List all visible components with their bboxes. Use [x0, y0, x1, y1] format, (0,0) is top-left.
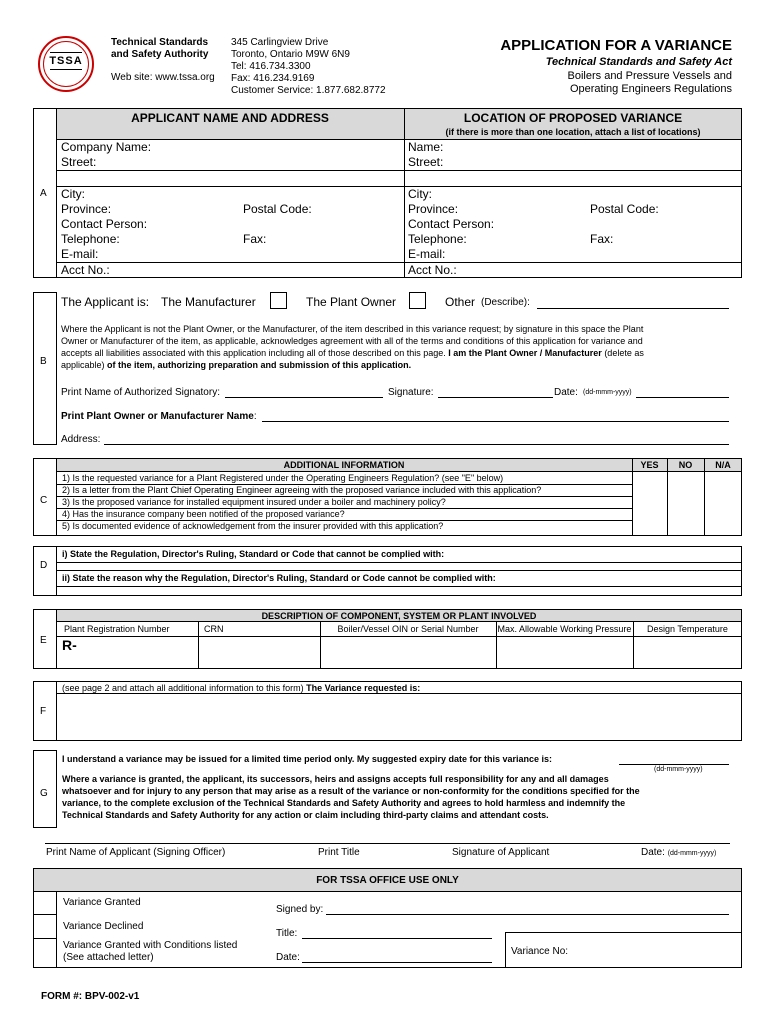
address-label: Address: — [61, 434, 101, 445]
owner-name-line[interactable] — [262, 421, 729, 422]
act-name: Technical Standards and Safety Act — [545, 56, 732, 68]
expiry-date-line[interactable] — [619, 764, 729, 765]
granted-checkbox[interactable] — [34, 892, 56, 914]
question-row-1: 1) Is the requested variance for a Plant Registered under the Operating Engineers Regulation? (see "E" below) — [62, 473, 504, 483]
tssa-logo — [38, 36, 94, 92]
col-crn: CRN — [204, 624, 224, 634]
location-contact-field[interactable]: Contact Person: — [408, 217, 495, 231]
office-use-title: FOR TSSA OFFICE USE ONLY — [316, 875, 459, 886]
question-row-5: 5) Is documented evidence of acknowledgement from the insurer provided with this application? — [62, 521, 444, 531]
location-province-field[interactable]: Province: — [408, 202, 459, 216]
address-line2: Toronto, Ontario M9W 6N9 — [231, 49, 350, 60]
tel: Tel: 416.734.3300 — [231, 61, 311, 72]
liability-line1: Where a variance is granted, the applicant, its successors, heirs and assigns accepts full responsibility for any and all damages — [62, 774, 609, 784]
section-e-label: E — [40, 635, 47, 646]
expiry-statement: I understand a variance may be issued for a limited time period only. My suggested expiry date for this variance is: — [62, 754, 552, 764]
location-subtitle: (if there is more than one location, attach a list of locations) — [445, 127, 701, 137]
para-line2: Owner or Manufacturer of the item, as applicable, acknowledges agreement with all of the terms and conditions of this application for variance and — [61, 336, 643, 346]
signature-label: Signature: — [388, 387, 434, 398]
postal-code-field[interactable]: Postal Code: — [243, 202, 312, 216]
para-line1: Where the Applicant is not the Plant Owner, or the Manufacturer, of the item described in this variance request; by signature in this space the Plant — [61, 324, 644, 334]
section-b-tab — [33, 292, 56, 445]
applicant-is-label: The Applicant is: — [61, 295, 150, 309]
acct-no-field[interactable]: Acct No.: — [61, 263, 110, 277]
liability-line3: variance, to the complete exclusion of the Technical Standards and Safety Authority and agrees to hold harmless and indemnify the — [62, 798, 626, 808]
regulation-question: i) State the Regulation, Director's Ruling, Standard or Code that cannot be complied with: — [62, 549, 445, 559]
print-signatory-label: Print Name of Authorized Signatory: — [61, 387, 220, 398]
section-d-label: D — [40, 560, 48, 571]
other-label: Other — [445, 295, 476, 309]
question-row-2: 2) Is a letter from the Plant Chief Operating Engineer agreeing with the proposed variance included with this application? — [62, 485, 542, 495]
col-oin: Boiler/Vessel OIN or Serial Number — [337, 624, 479, 634]
expiry-date-format: (dd-mmm-yyyy) — [654, 766, 703, 773]
variance-no-label: Variance No: — [511, 946, 569, 957]
location-street-field[interactable]: Street: — [408, 155, 444, 169]
plant-owner-label: The Plant Owner — [306, 295, 397, 309]
para-line4-bold: of the item, authorizing preparation and submission of this application. — [107, 360, 412, 370]
org-line1: Technical Standards — [111, 37, 209, 48]
street-field[interactable]: Street: — [61, 155, 97, 169]
other-describe-line[interactable] — [537, 308, 729, 309]
col-na: N/A — [715, 460, 731, 470]
signature-line[interactable] — [438, 397, 553, 398]
component-title: DESCRIPTION OF COMPONENT, SYSTEM OR PLANT INVOLVED — [261, 611, 537, 621]
variance-granted-label: Variance Granted — [63, 897, 141, 908]
org-line2: and Safety Authority — [111, 49, 209, 60]
question-row-4: 4) Has the insurance company been notified of the proposed variance? — [62, 509, 345, 519]
contact-person-field[interactable]: Contact Person: — [61, 217, 148, 231]
section-f-label: F — [40, 706, 47, 717]
logo-text: TSSA — [49, 55, 83, 67]
col-yes: YES — [640, 460, 659, 470]
plant-owner-checkbox[interactable] — [409, 292, 426, 309]
question-row-3: 3) Is the proposed variance for installed equipment insured under a boiler and machinery policy? — [62, 497, 446, 507]
declined-checkbox[interactable] — [34, 915, 56, 938]
print-signatory-line[interactable] — [225, 397, 383, 398]
location-name-field[interactable]: Name: — [408, 140, 444, 154]
date-label: Date: — [554, 387, 578, 398]
col-plant-reg: Plant Registration Number — [64, 624, 170, 634]
variance-title: The Variance requested is: — [306, 683, 421, 693]
plant-reg-prefix[interactable]: R- — [62, 637, 77, 653]
col-no: NO — [678, 460, 693, 470]
city-field[interactable]: City: — [61, 187, 85, 201]
location-telephone-field[interactable]: Telephone: — [408, 232, 467, 246]
para-line3: accepts all liabilities associated with this application including all of those described on this page. — [61, 348, 446, 358]
signoff-line[interactable] — [45, 843, 730, 844]
applicant-title: APPLICANT NAME AND ADDRESS — [131, 111, 329, 125]
describe-label: (Describe): — [481, 297, 530, 308]
para-line3-bold: I am the Plant Owner / Manufacturer — [448, 348, 602, 358]
reg-line1: Boilers and Pressure Vessels and — [567, 70, 732, 82]
location-postal-field[interactable]: Postal Code: — [590, 202, 659, 216]
address-line[interactable] — [104, 444, 729, 445]
reason-question: ii) State the reason why the Regulation, Director's Ruling, Standard or Code cannot be complied with: — [62, 573, 496, 583]
section-a-label: A — [40, 188, 47, 199]
conditions-checkbox[interactable] — [34, 939, 56, 967]
province-field[interactable]: Province: — [61, 202, 112, 216]
location-fax-field[interactable]: Fax: — [590, 232, 614, 246]
form-number: FORM #: BPV-002-v1 — [41, 991, 140, 1002]
col-design-temp: Design Temperature — [647, 624, 728, 634]
location-title: LOCATION OF PROPOSED VARIANCE — [463, 111, 683, 125]
liability-line2: whatsoever and for injury to any person that may arise as a result of the variance or non-conformity for the conditions specified for the — [62, 786, 640, 796]
email-field[interactable]: E-mail: — [61, 247, 99, 261]
office-date-label: Date: — [276, 952, 300, 963]
section-b-label: B — [40, 356, 47, 367]
para-line3-end: (delete as — [604, 348, 644, 358]
col-mawp: Max. Allowable Working Pressure — [497, 624, 632, 634]
reg-line2: Operating Engineers Regulations — [569, 83, 732, 95]
variance-note: (see page 2 and attach all additional information to this form) — [62, 683, 304, 693]
telephone-field[interactable]: Telephone: — [61, 232, 120, 246]
para-line4: applicable) — [61, 360, 105, 370]
signed-by-label: Signed by: — [276, 904, 324, 915]
fax: Fax: 416.234.9169 — [231, 73, 315, 84]
customer-service: Customer Service: 1.877.682.8772 — [231, 85, 386, 96]
location-email-field[interactable]: E-mail: — [408, 247, 446, 261]
office-title-line[interactable] — [302, 938, 492, 939]
date-line[interactable] — [636, 397, 729, 398]
form-title: APPLICATION FOR A VARIANCE — [500, 37, 732, 54]
print-applicant-label: Print Name of Applicant (Signing Officer) — [46, 847, 226, 858]
signed-by-line[interactable] — [326, 914, 729, 915]
owner-name-label: Print Plant Owner or Manufacturer Name — [61, 411, 254, 422]
website: Web site: www.tssa.org — [111, 72, 215, 83]
office-title-label: Title: — [276, 928, 298, 939]
variance-declined-label: Variance Declined — [63, 921, 144, 932]
conditions-label-1: Variance Granted with Conditions listed — [63, 940, 238, 951]
liability-line4: Technical Standards and Safety Authority for any action or claim including third-party claims and attendant costs. — [62, 810, 549, 820]
signoff-date-label: Date: — [641, 847, 665, 858]
additional-info-title: ADDITIONAL INFORMATION — [283, 460, 405, 470]
office-date-line[interactable] — [302, 962, 492, 963]
section-g-label: G — [40, 788, 48, 799]
manufacturer-label: The Manufacturer — [161, 295, 256, 309]
location-acct-field[interactable]: Acct No.: — [408, 263, 457, 277]
variance-text-area[interactable] — [58, 695, 740, 739]
manufacturer-checkbox[interactable] — [270, 292, 287, 309]
address-line1: 345 Carlingview Drive — [231, 37, 329, 48]
fax-field[interactable]: Fax: — [243, 232, 267, 246]
date-format: (dd-mmm-yyyy) — [583, 389, 632, 396]
print-title-label: Print Title — [318, 847, 360, 858]
company-name-field[interactable]: Company Name: — [61, 140, 152, 154]
signoff-date-format: (dd-mmm-yyyy) — [667, 850, 717, 857]
section-c-label: C — [40, 495, 48, 506]
signature-applicant-label: Signature of Applicant — [452, 847, 550, 858]
conditions-label-2: (See attached letter) — [63, 952, 154, 963]
location-city-field[interactable]: City: — [408, 187, 432, 201]
